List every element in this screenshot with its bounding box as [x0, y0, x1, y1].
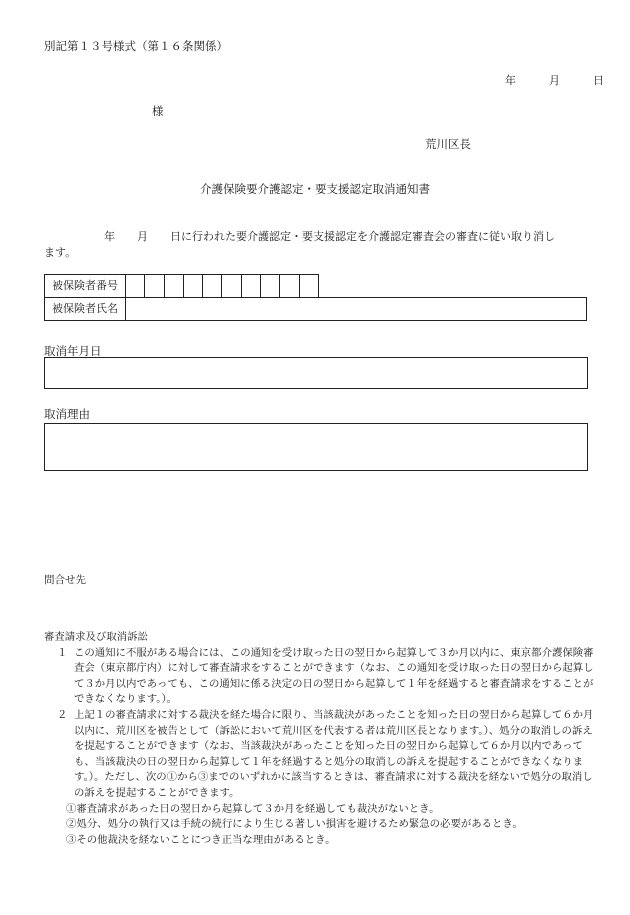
cancel-reason-label: 取消理由 [44, 407, 90, 421]
insured-number-digit-cell[interactable] [125, 274, 145, 298]
note-text: この通知に不服がある場合には、この通知を受け取った日の翌日から起算して３か月以内に、東京都介護保険審査会（東京都庁内）に対して審査請求をすることができます（なお、この通知を受け取った日の翌日から起算して３か月以内であっても、この通知に係る決定の日の翌日から起算して１年を経過すると審査請求をすることができなくなります。）。 [74, 646, 594, 706]
insured-number-row [44, 274, 587, 298]
insured-number-digit-cell[interactable] [241, 274, 261, 298]
note-number: １ [57, 646, 68, 659]
insured-name-label: 被保険者氏名 [44, 297, 126, 321]
insured-number-digit-cell[interactable] [221, 274, 241, 298]
cancel-reason-field[interactable] [44, 423, 588, 471]
note-item [44, 708, 596, 802]
note-subitem: ②処分、処分の執行又は手続の続行により生じる著しい損害を避けるため緊急の必要があるとき。 [66, 818, 523, 831]
contact-label: 問合せ先 [44, 574, 86, 586]
intro-line-2: ます。 [44, 246, 77, 259]
year-label: 年 [505, 74, 516, 87]
insured-name-field[interactable] [125, 297, 587, 321]
document-title: 介護保険要介護認定・要支援認定取消通知書 [200, 182, 430, 196]
insured-number-digit-cell[interactable] [202, 274, 222, 298]
cancel-date-label: 取消年月日 [44, 344, 102, 358]
addressee-suffix: 様 [152, 104, 164, 118]
month-label: 月 [549, 74, 560, 87]
intro-line-1: 年 月 日に行われた要介護認定・要支援認定を介護認定審査会の審査に従い取り消し [104, 230, 555, 243]
note-text: 上記１の審査請求に対する裁決を経た場合に限り、当該裁決があったことを知った日の翌日から起算して６か月以内に、荒川区を被告として（訴訟において荒川区を代表する者は荒川区長となります。）、処分の取消しの訴えを提起することができます（なお、当該裁決があったことを知った日の翌日から起算して６か月以内であっても、当該裁決の日の翌日から起算して１年を経過すると処分の取消しの訴えを提起することができなくなります。）。ただし、次の①から③までのいずれかに該当するときは、審査請求に対する裁決を経ないで処分の取消しの訴えを提起することができます。 [74, 708, 594, 799]
insured-number-digit-cell[interactable] [279, 274, 299, 298]
insured-number-digit-cell[interactable] [260, 274, 280, 298]
insured-number-digit-cell[interactable] [164, 274, 184, 298]
notes-heading: 審査請求及び取消訴訟 [44, 631, 148, 643]
insured-number-label: 被保険者番号 [44, 274, 126, 298]
note-item [44, 646, 596, 708]
note-number: ２ [57, 708, 68, 721]
issuer: 荒川区長 [425, 137, 471, 151]
appeal-notes [44, 630, 596, 848]
form-reference: 別記第１３号様式（第１６条関係） [44, 39, 228, 53]
day-label: 日 [593, 74, 604, 87]
note-subitem: ③その他裁決を経ないことにつき正当な理由があるとき。 [66, 833, 336, 846]
insured-name-row [44, 297, 587, 321]
note-subitem: ①審査請求があった日の翌日から起算して３か月を経過しても裁決がないとき。 [66, 802, 440, 815]
insured-table [44, 274, 587, 321]
insured-number-digit-cell[interactable] [299, 274, 319, 298]
insured-number-cells [125, 274, 319, 298]
issue-date-line [505, 72, 604, 88]
cancel-date-field[interactable] [44, 357, 588, 389]
intro-text [44, 229, 592, 261]
insured-number-digit-cell[interactable] [144, 274, 164, 298]
insured-number-digit-cell[interactable] [183, 274, 203, 298]
